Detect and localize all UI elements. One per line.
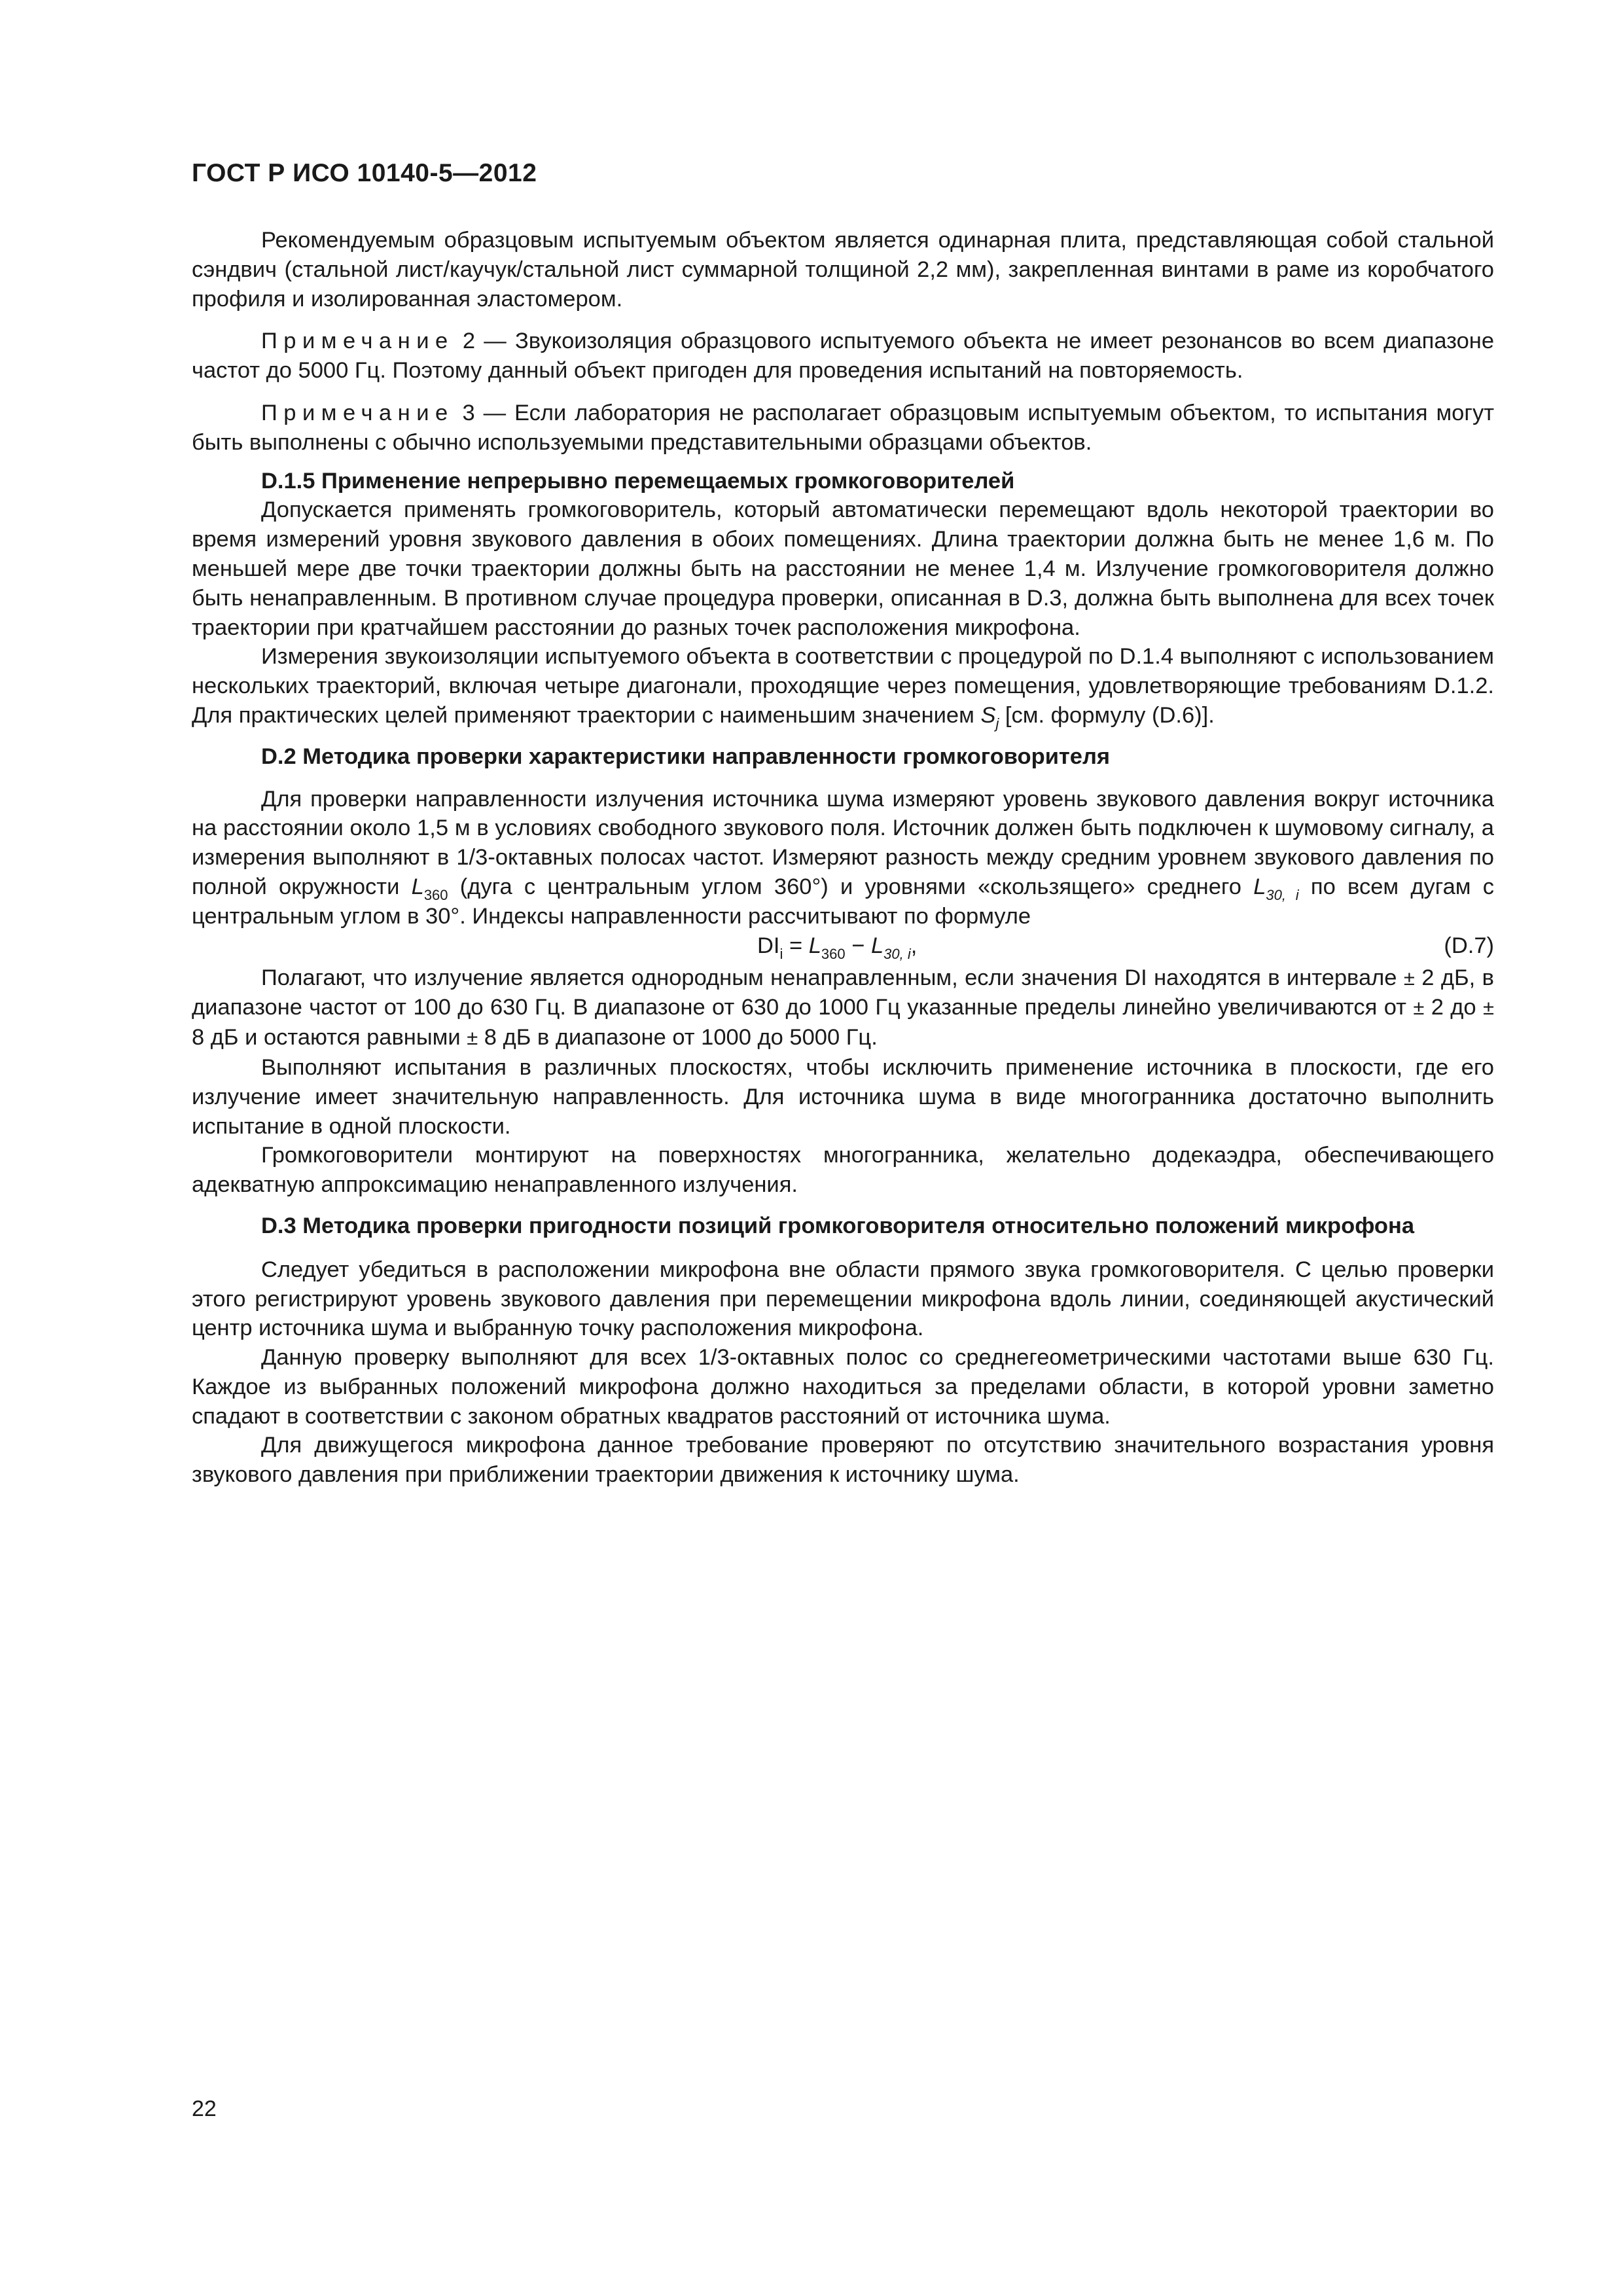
plus-minus: ± (467, 1026, 478, 1050)
note-3 (192, 399, 1494, 457)
document-header: ГОСТ Р ИСО 10140-5—2012 (192, 159, 537, 187)
text-run: [см. формулу (D.6)]. (999, 702, 1215, 728)
section-heading-d2: D.2 Методика проверки характеристики направленности громкоговорителя (261, 744, 1111, 769)
comma: , (910, 933, 918, 958)
formula-expression (757, 931, 917, 961)
paragraph-d3-1: Следует убедиться в расположении микрофона вне области прямого звука громкоговорителя. С целью проверки этого регистрируют уровень звукового давления при перемещении микрофона вдоль линии, соединяющей акустический центр источника шума и выбранную точку расположения микрофона. (192, 1257, 1494, 1341)
minus-sign: − (845, 933, 871, 958)
equals-sign: = (783, 933, 809, 958)
paragraph-d2-4: Громкоговорители монтируют на поверхностях многогранника, желательно додекаэдра, обеспечивающего адекватную аппроксимацию ненаправленного излучения. (192, 1143, 1494, 1198)
symbol-s: S (980, 702, 996, 728)
text-run: Для проверки направленности излучения источника шума измеряют уровень звукового давления вокруг источника на расстоянии около 1,5 м в условиях свободного звукового поля. Источник должен быть подключен к шумовому сигналу, а измерения выполняют в 1/3-октавных полосах частот. Измеряют разность между средним уровнем звукового давления по полной окружности (192, 786, 1494, 899)
page-content (192, 226, 1494, 1490)
symbol-l: L (870, 933, 884, 958)
note-label: Примечание (261, 400, 454, 425)
subscript: 360 (423, 886, 448, 903)
plus-minus: ± (1413, 996, 1425, 1020)
text-run: 2 дБ, в диапазоне частот от 100 до 630 Гц. В диапазоне от 630 до 1000 Гц указанные пределы линейно увеличиваются от (192, 965, 1494, 1020)
section-heading-d15: D.1.5 Применение непрерывно перемещаемых громкоговорителей (261, 468, 1015, 493)
plus-minus: ± (1482, 996, 1494, 1020)
formula-d7 (192, 931, 1494, 963)
paragraph-d2-1 (192, 785, 1494, 931)
paragraph-d2-2 (192, 963, 1494, 1053)
text-run: по всем дугам с центральным углом в 30°. Индексы направленности рассчитывают по формуле (192, 874, 1494, 929)
paragraph-d15-2 (192, 642, 1494, 730)
text-run: 8 дБ и остаются равными (192, 1025, 467, 1050)
subscript: j (995, 715, 999, 732)
paragraph-d2-3: Выполняют испытания в различных плоскостях, чтобы исключить применение источника в плоскости, где его излучение имеет значительную направленность. Для источника шума в виде многогранника достаточно выполнить испытание в одной плоскости. (192, 1054, 1494, 1139)
text-run: 2 до (1424, 995, 1483, 1020)
symbol-l: L (411, 874, 424, 899)
paragraph-d15-1: Допускается применять громкоговоритель, который автоматически перемещают вдоль некоторой траектории во время измерений уровня звукового давления в обоих помещениях. Длина траектории должна быть не менее 1,6 м. По меньшей мере две точки траектории должны быть на расстоянии не менее 1,4 м. Излучение громкоговорителя должно быть ненаправленным. В противном случае процедура проверки, описанная в D.3, должна быть выполнена для всех точек траектории при кратчайшем расстоянии до разных точек расположения микрофона. (192, 497, 1494, 640)
symbol-l: L (808, 933, 821, 958)
paragraph-d3-3: Для движущегося микрофона данное требование проверяют по отсутствию значительного возрастания уровня звукового давления при приближении траектории движения к источнику шума. (192, 1433, 1494, 1488)
note-label: Примечание (261, 329, 454, 354)
plus-minus: ± (1403, 966, 1415, 990)
section-heading-d3: D.3 Методика проверки пригодности позиций громкоговорителя относительно положений микрофона (261, 1213, 1415, 1238)
note-text: 3 — Если лаборатория не располагает образцовым испытуемым объектом, то испытания могут быть выполнены с обычно используемыми представительными образцами объектов. (192, 400, 1494, 455)
text-run: 8 дБ в диапазоне от 1000 до 5000 Гц. (478, 1025, 878, 1050)
paragraph-reference-object: Рекомендуемым образцовым испытуемым объектом является одинарная плита, представляющая собой стальной сэндвич (стальной лист/каучук/стальной лист суммарной толщиной 2,2 мм), закрепленная винтами в раме из коробчатого профиля и изолированная эластомером. (192, 228, 1494, 312)
subscript: 30, i (883, 945, 911, 962)
formula-di: DI (757, 933, 780, 958)
subscript: i (779, 945, 783, 962)
text-run: Измерения звукоизоляции испытуемого объекта в соответствии с процедурой по D.1.4 выполняют с использованием нескольких траекторий, включая четыре диагонали, проходящие через помещения, удовлетворяющие требованиям D.1.2. Для практических целей применяют траектории с наименьшим значением (192, 644, 1494, 728)
equation-number: (D.7) (1444, 933, 1494, 958)
subscript: 360 (821, 945, 846, 962)
paragraph-d3-2: Данную проверку выполняют для всех 1/3-октавных полос со среднегеометрическими частотами выше 630 Гц. Каждое из выбранных положений микрофона должно находиться за пределами области, в которой уровни заметно спадают в соответствии с законом обратных квадратов расстояний от источника шума. (192, 1345, 1494, 1429)
note-2 (192, 327, 1494, 386)
note-text: 2 — Звукоизоляция образцового испытуемого объекта не имеет резонансов во всем диапазоне частот до 5000 Гц. Поэтому данный объект пригоден для проведения испытаний на повторяемость. (192, 329, 1494, 384)
subscript: 30, i (1266, 886, 1299, 903)
text-run: Полагают, что излучение является однородным ненаправленным, если значения DI находятся в интервале (261, 965, 1404, 990)
symbol-l: L (1253, 874, 1266, 899)
page-number: 22 (192, 2096, 217, 2121)
text-run: (дуга с центральным углом 360°) и уровнями «скользящего» среднего (448, 874, 1254, 899)
